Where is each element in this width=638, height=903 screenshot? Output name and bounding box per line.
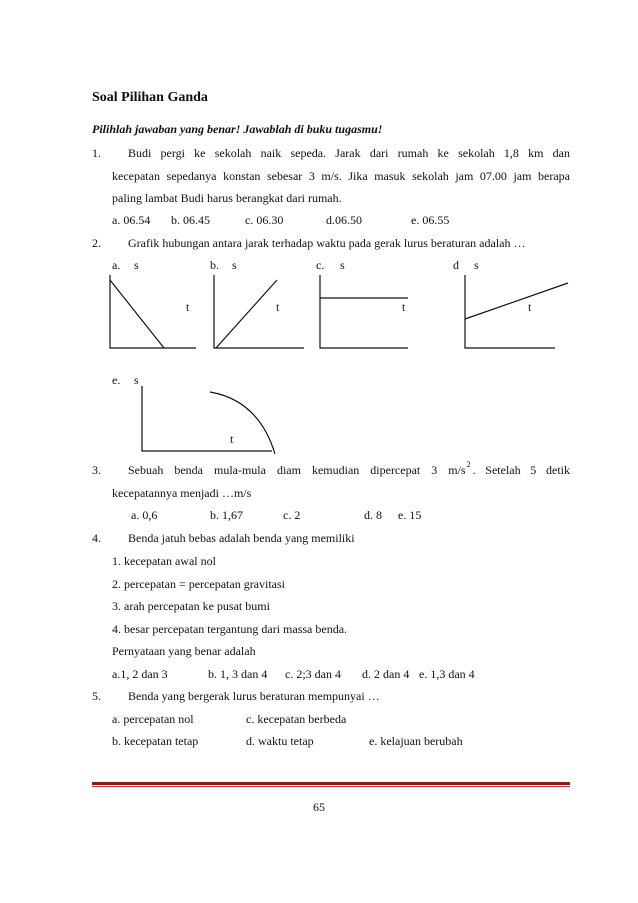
q3-option-e: e. 15	[398, 508, 422, 522]
footer-rule-thin	[92, 786, 570, 787]
graph-d-letter: d	[453, 258, 459, 272]
graph-c-s-label: s	[340, 258, 345, 272]
graph-b-s-label: s	[232, 258, 237, 272]
q4-option-b: b. 1, 3 dan 4	[208, 667, 268, 681]
q1-option-a: a. 06.54	[112, 213, 151, 227]
q4-statement-2: 2. percepatan = percepatan gravitasi	[112, 577, 286, 591]
graph-c-t-label: t	[402, 300, 406, 314]
q5-option-e: e. kelajuan berubah	[369, 734, 463, 748]
graph-d-s-label: s	[474, 258, 479, 272]
q1-option-c: c. 06.30	[245, 213, 284, 227]
q3-option-c: c. 2	[283, 508, 301, 522]
page-title: Soal Pilihan Ganda	[92, 90, 208, 105]
q5-number: 5.	[92, 689, 101, 703]
q1-number: 1.	[92, 146, 101, 160]
graph-d	[463, 275, 573, 350]
q1-line3: paling lambat Budi harus berangkat dari rumah.	[112, 191, 342, 205]
q5-option-a: a. percepatan nol	[112, 712, 194, 726]
q4-statement-4: 4. besar percepatan tergantung dari massa benda.	[112, 622, 348, 636]
q4-option-a: a.1, 2 dan 3	[112, 667, 168, 681]
graph-d-t-label: t	[528, 300, 532, 314]
q5-option-c: c. kecepatan berbeda	[246, 712, 347, 726]
q1-option-b: b. 06.45	[171, 213, 210, 227]
page-number: 65	[313, 800, 325, 814]
q4-option-d: d. 2 dan 4	[362, 667, 410, 681]
graph-c	[318, 275, 413, 350]
q3-option-a: a. 0,6	[131, 508, 158, 522]
graph-b-t-label: t	[276, 300, 280, 314]
graph-a-s-label: s	[134, 258, 139, 272]
q1-option-e: e. 06.55	[411, 213, 450, 227]
q2-number: 2.	[92, 236, 101, 250]
q3-line1-part2: . Setelah 5 detik	[472, 463, 570, 477]
graph-b-letter: b.	[210, 258, 219, 272]
q3-line1	[128, 460, 570, 477]
q4-option-c: c. 2;3 dan 4	[285, 667, 341, 681]
graph-a-t-label: t	[186, 300, 190, 314]
q4-option-e: e. 1,3 dan 4	[419, 667, 475, 681]
footer-rule	[92, 782, 570, 785]
q5-text: Benda yang bergerak lurus beraturan mempunyai …	[128, 689, 380, 703]
graph-a	[108, 275, 198, 350]
q5-option-b: b. kecepatan tetap	[112, 734, 199, 748]
graph-b	[212, 275, 307, 350]
q2-text: Grafik hubungan antara jarak terhadap waktu pada gerak lurus beraturan adalah …	[128, 236, 526, 250]
q3-option-d: d. 8	[364, 508, 382, 522]
graph-e	[140, 386, 280, 456]
q4-number: 4.	[92, 531, 101, 545]
graph-e-s-label: s	[134, 373, 139, 387]
q1-line1: Budi pergi ke sekolah naik sepeda. Jarak dari rumah ke sekolah 1,8 km dan	[128, 146, 570, 160]
q3-line1-sup: 2	[466, 460, 471, 469]
instructions: Pilihlah jawaban yang benar! Jawablah di buku tugasmu!	[92, 122, 383, 136]
q1-line2: kecepatan sepedanya konstan sebesar 3 m/s. Jika masuk sekolah jam 07.00 jam berapa	[112, 169, 570, 183]
graph-a-letter: a.	[112, 258, 121, 272]
q3-line2: kecepatannya menjadi …m/s	[112, 486, 252, 500]
q5-option-d: d. waktu tetap	[246, 734, 314, 748]
graph-e-t-label: t	[230, 432, 234, 446]
graph-e-letter: e.	[112, 373, 121, 387]
q3-number: 3.	[92, 463, 101, 477]
q4-statement-3: 3. arah percepatan ke pusat bumi	[112, 599, 270, 613]
q3-line1-part1: Sebuah benda mula-mula diam kemudian dipercepat 3 m/s	[128, 463, 466, 477]
q4-statement-1: 1. kecepatan awal nol	[112, 554, 216, 568]
q4-text: Benda jatuh bebas adalah benda yang memiliki	[128, 531, 355, 545]
q1-option-d: d.06.50	[326, 213, 362, 227]
q4-question: Pernyataan yang benar adalah	[112, 644, 256, 658]
graph-c-letter: c.	[316, 258, 325, 272]
q3-option-b: b. 1,67	[210, 508, 243, 522]
